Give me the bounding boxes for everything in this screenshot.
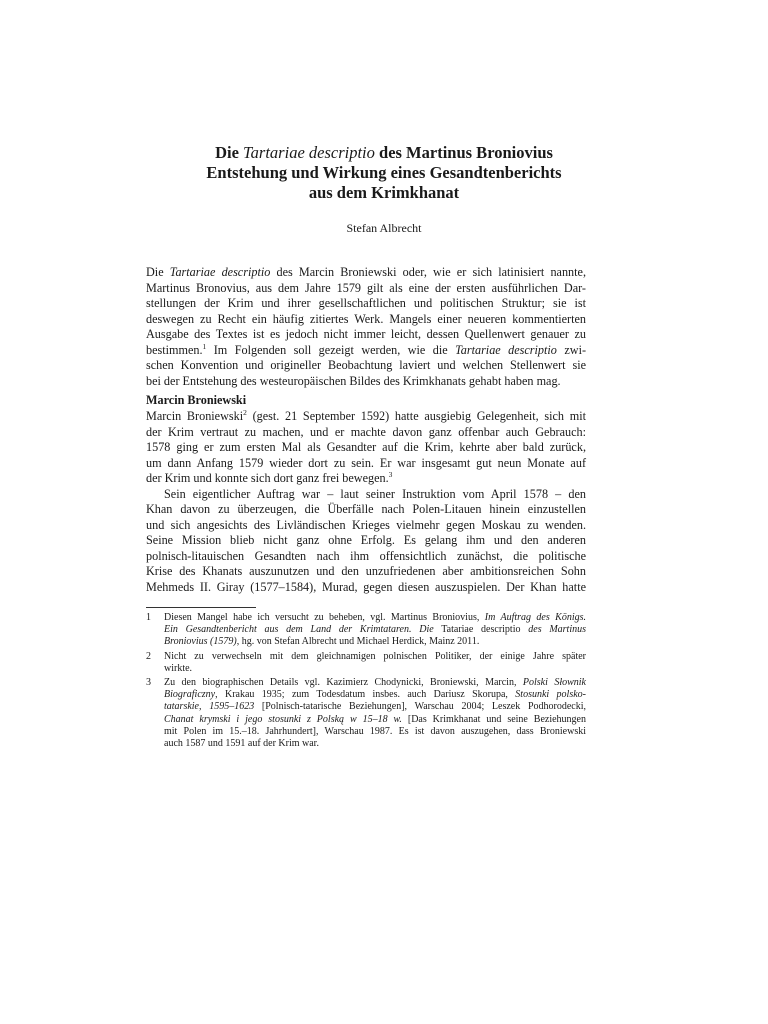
intro-line: Ausgabe des Textes ist es jedoch nicht immer leicht, dessen Quellenwert genauer zu: [146, 327, 586, 341]
section-line: Khan davon zu überzeugen, die Überfälle nach Polen-Litauen hinein einzustellen: [146, 502, 586, 516]
intro-line: bestimmen.$^1$ Im Folgenden soll gezeigt werden, wie die Tartariae descriptio zwi-: [146, 341, 587, 357]
footnote-line: mit Polen im 15.–18. Jahrhundert], Warschau 1987. Es ist davon auszugehen, dass Broniewski: [164, 725, 586, 737]
intro-paragraph: [146, 265, 586, 389]
section-line: und sich angesichts des Livländischen Krieges vielmehr gegen Moskau zu wenden.: [146, 517, 586, 532]
section-line: 1578 ging er zum ersten Mal als Gesandter auf die Krim, kehrte aber bald zurück,: [146, 440, 586, 454]
footnote-line: Ein Gesandtenbericht aus dem Land der Krimtataren. Die Tatariae descriptio des Martinus: [164, 624, 586, 636]
intro-line: schen Konvention und origineller Beobachtung laviert und welchen Stellenwert sie: [146, 358, 586, 372]
footnote-line: Chanat krymski i jego stosunki z Polską w 15–18 w. [Das Krimkhanat und seine Beziehungen: [164, 713, 586, 725]
footnote-line: tatarskie, 1595–1623 [Polnisch-tatarische Beziehungen], Warschau 2004; Leszek Podhorodecki,: [164, 701, 586, 713]
title-line-1: Die Tartariae descriptio des Martinus Broniovius: [215, 143, 553, 162]
title-line-3: aus dem Krimkhanat: [308, 183, 460, 202]
footnote-line: auch 1587 und 1591 auf der Krim war.: [164, 738, 319, 750]
intro-line: bei der Entstehung des westeuropäischen Bildes des Krimkhanats gehabt haben mag.: [146, 373, 561, 388]
footnote-line: Nicht zu verwechseln mit dem gleichnamigen polnischen Politiker, der einige Jahre später: [164, 650, 586, 662]
footnote-divider: [146, 607, 256, 608]
footnote-line: wirkte.: [164, 662, 193, 674]
footnote-line: Zu den biographischen Details vgl. Kazimierz Chodynicki, Broniewski, Marcin, Polski Słownik: [164, 677, 586, 689]
footnote-2: [146, 651, 586, 675]
footnotes: [146, 612, 586, 752]
section-line: Sein eigentlicher Auftrag war – laut seiner Instruktion vom April 1578 – den: [164, 486, 586, 501]
footnote-3: [146, 677, 586, 750]
section-line: der Krim vertraut zu machen, und er machte davon ganz offenbar auch Gebrauch:: [146, 424, 586, 439]
footnote-number: 3: [146, 677, 151, 689]
section-line: polnisch-litauischen Gesandten nach ihm offensichtlich zunächst, die politische: [146, 548, 586, 563]
intro-line: Martinus Bronovius, aus dem Jahre 1579 gilt als eine der ersten ausführlichen Dar-: [146, 280, 586, 295]
section-line: der Krim und konnte sich dort ganz frei bewegen.$^3$: [146, 469, 393, 485]
section-line: Krise des Khanats auszunutzen und den unzufriedenen aber ambitionsreichen Sohn: [146, 564, 586, 578]
section-line: Mehmeds II. Giray (1577–1584), Murad, gegen diesen auszuspielen. Der Khan hatte: [146, 579, 586, 594]
section-line: Seine Mission blieb nicht ganz ohne Erfolg. Es gelang ihm und den anderen: [146, 533, 586, 547]
intro-line: Die Tartariae descriptio des Marcin Broniewski oder, wie er sich latinisiert nannte,: [146, 265, 586, 279]
footnote-ref[interactable]: 2: [243, 407, 247, 417]
section-line: Marcin Broniewski$^2$ (gest. 21 September 1592) hatte ausgiebig Gelegenheit, sich mit: [146, 407, 586, 423]
title-line-2: Entstehung und Wirkung eines Gesandtenberichts: [206, 163, 562, 182]
section-line: um dann Anfang 1579 wieder dort zu sein. Er war insgesamt gut neun Monate auf: [146, 455, 586, 470]
intro-line: deswegen zu Recht ein häufig zitiertes Werk. Mangels einer neueren kommentierten: [146, 311, 586, 326]
paper-title: [140, 143, 628, 203]
footnote-number: 1: [146, 612, 151, 623]
footnote-line: Broniovius (1579), hg. von Stefan Albrecht und Michael Herdick, Mainz 2011.: [164, 636, 480, 648]
footnote-number: 2: [146, 650, 151, 662]
section-heading: Marcin Broniewski: [146, 393, 247, 407]
author-name: Stefan Albrecht: [346, 221, 422, 235]
footnote-line: Biograficzny, Krakau 1935; zum Todesdatum insbes. auch Dariusz Skorupa, Stosunki polsko-: [164, 689, 586, 701]
intro-line: stellungen der Krim und ihrer gesellschaftlichen und politischen Struktur; sie ist: [146, 296, 586, 310]
footnote-ref[interactable]: 3: [388, 469, 393, 479]
footnote-1: [146, 612, 586, 649]
footnote-ref[interactable]: 1: [202, 341, 207, 351]
footnote-line: Diesen Mangel habe ich versucht zu beheben, vgl. Martinus Broniovius, Im Auftrag des Königs.: [164, 612, 586, 623]
section-paragraphs: [146, 409, 586, 595]
